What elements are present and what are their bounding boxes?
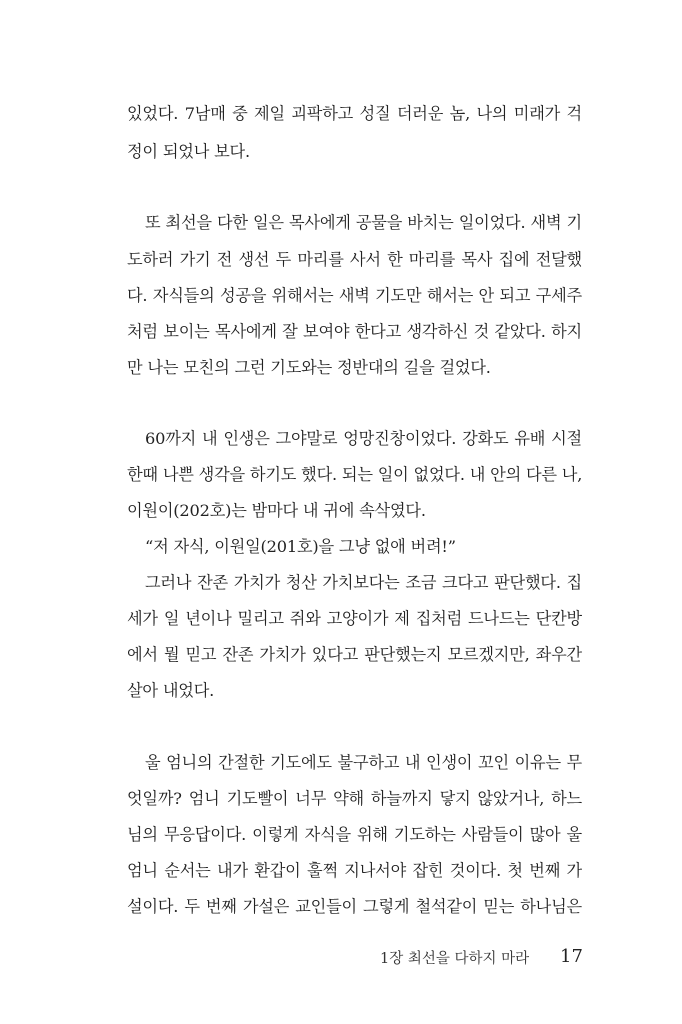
body-line: 울 엄니의 간절한 기도에도 불구하고 내 인생이 꼬인 이유는 무 xyxy=(145,753,582,772)
body-line: 엇일까? 엄니 기도빨이 너무 약해 하늘까지 닿지 않았거나, 하느 xyxy=(127,789,582,808)
body-line: 있었다. 7남매 중 제일 괴팍하고 성질 더러운 놈, 나의 미래가 걱 xyxy=(127,104,582,123)
running-footer-chapter-title: 1장 최선을 다하지 마라 xyxy=(380,951,530,967)
body-line: 한때 나쁜 생각을 하기도 했다. 되는 일이 없었다. 내 안의 다른 나, xyxy=(127,465,583,484)
body-line: 그러나 잔존 가치가 청산 가치보다는 조금 크다고 판단했다. 집 xyxy=(145,573,582,592)
body-line: 처럼 보이는 목사에게 잘 보여야 한다고 생각하신 것 같았다. 하지 xyxy=(127,322,582,341)
body-line: 도하러 가기 전 생선 두 마리를 사서 한 마리를 목사 집에 전달했 xyxy=(127,250,582,269)
body-line: 에서 뭘 믿고 잔존 가치가 있다고 판단했는지 모르겠지만, 좌우간 xyxy=(127,645,582,664)
body-line: 살아 내었다. xyxy=(127,681,215,700)
body-line: 이원이(202호)는 밤마다 내 귀에 속삭였다. xyxy=(127,501,426,520)
quote-line: “저 자식, 이원일(201호)을 그냥 없애 버려!” xyxy=(145,537,456,556)
body-line: 설이다. 두 번째 가설은 교인들이 그렇게 철석같이 믿는 하나님은 xyxy=(127,897,582,916)
body-line: 또 최선을 다한 일은 목사에게 공물을 바치는 일이었다. 새벽 기 xyxy=(145,213,582,232)
body-line: 님의 무응답이다. 이렇게 자식을 위해 기도하는 사람들이 많아 울 xyxy=(127,825,582,844)
body-line: 세가 일 년이나 밀리고 쥐와 고양이가 제 집처럼 드나드는 단칸방 xyxy=(127,609,582,628)
body-line: 정이 되었나 보다. xyxy=(127,142,250,161)
page-number: 17 xyxy=(560,946,583,967)
body-line: 다. 자식들의 성공을 위해서는 새벽 기도만 해서는 안 되고 구세주 xyxy=(127,286,582,305)
body-line: 60까지 내 인생은 그야말로 엉망진창이었다. 강화도 유배 시절 xyxy=(145,429,582,448)
body-line: 만 나는 모친의 그런 기도와는 정반대의 길을 걸었다. xyxy=(127,358,491,377)
body-line: 엄니 순서는 내가 환갑이 훌쩍 지나서야 잡힌 것이다. 첫 번째 가 xyxy=(127,861,582,880)
